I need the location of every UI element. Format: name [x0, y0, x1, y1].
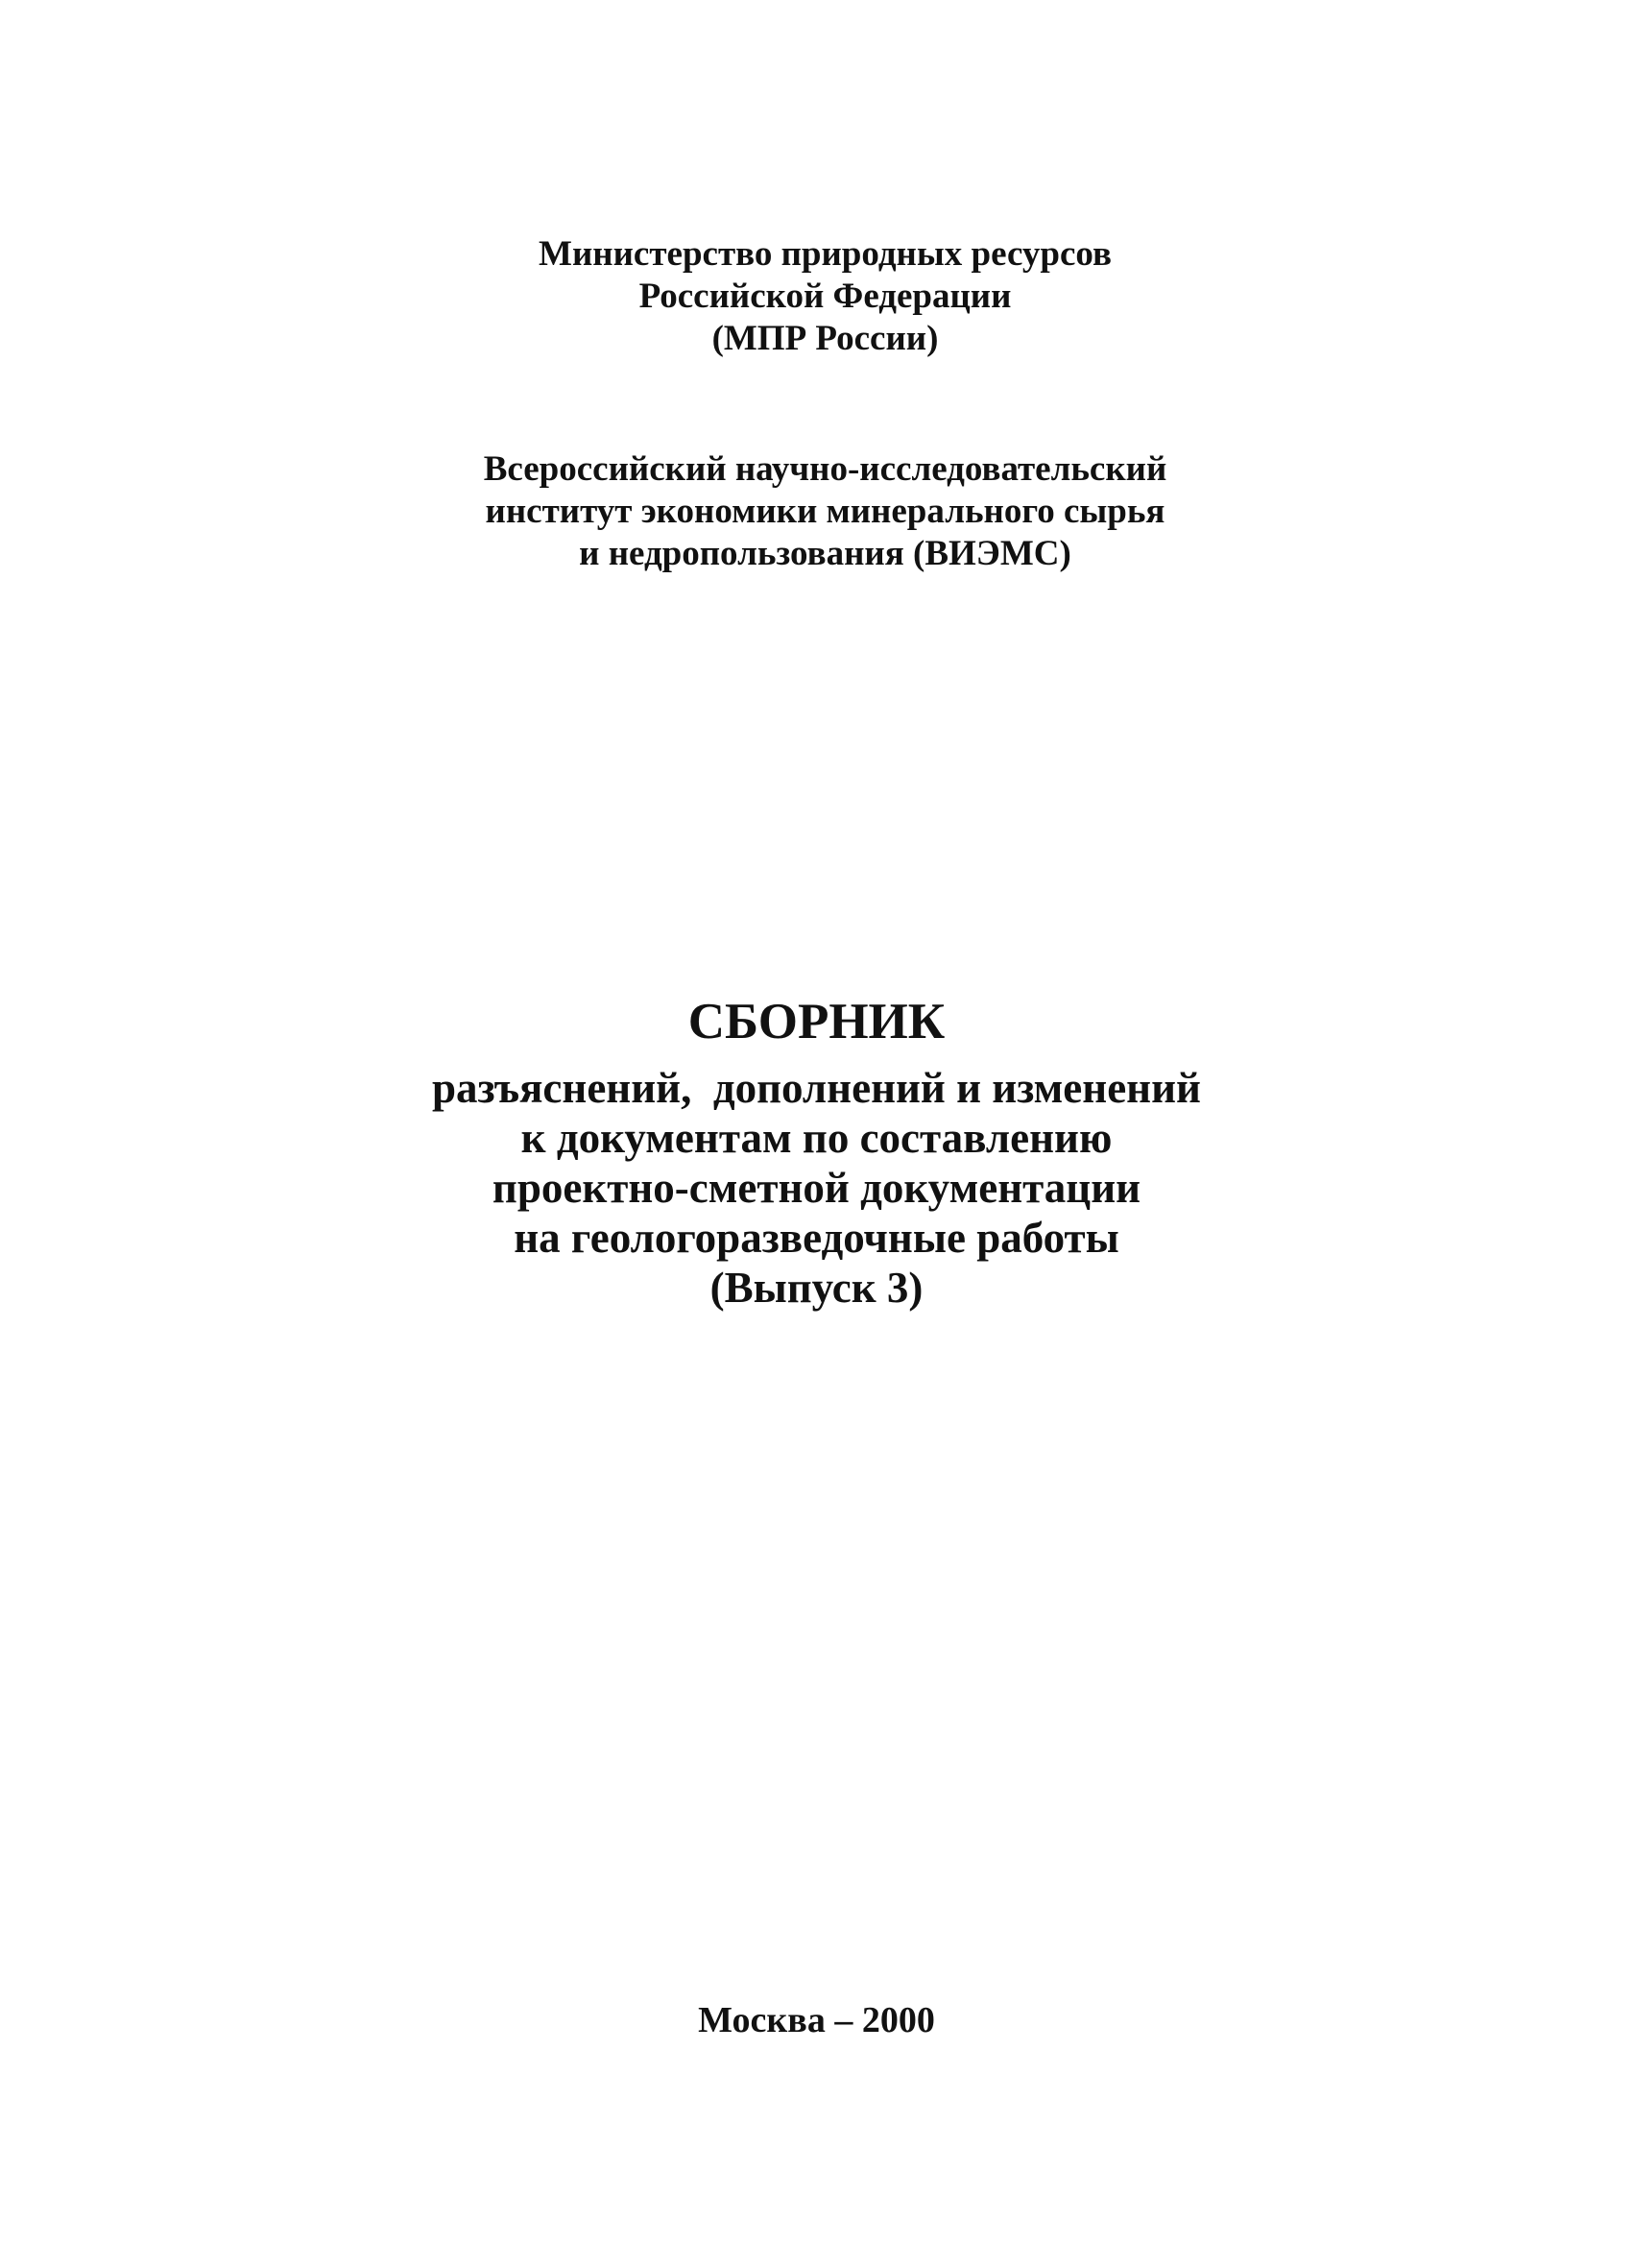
institute-line: институт экономики минерального сырья — [485, 492, 1165, 531]
subtitle-line: к документам по составлению — [520, 1114, 1113, 1162]
institute-heading — [0, 448, 1633, 575]
document-subtitle — [0, 1063, 1633, 1313]
issue-number: (Выпуск 3) — [709, 1264, 924, 1312]
ministry-line: (МПР России) — [711, 319, 939, 358]
ministry-heading — [0, 233, 1633, 360]
subtitle-line: разъяснений, дополнений и изменений — [432, 1064, 1201, 1112]
title-text: СБОРНИК — [687, 994, 946, 1050]
institute-line: Всероссийский научно-исследовательский — [483, 449, 1167, 489]
institute-line: и недропользования (ВИЭМС) — [579, 534, 1071, 573]
document-title — [0, 993, 1633, 1050]
subtitle-line: на геологоразведочные работы — [514, 1214, 1119, 1262]
ministry-line: Российской Федерации — [638, 277, 1012, 316]
imprint — [0, 1999, 1633, 2041]
ministry-line: Министерство природных ресурсов — [539, 234, 1112, 274]
place-and-year: Москва – 2000 — [698, 2000, 935, 2040]
subtitle-line: проектно-сметной документации — [492, 1164, 1141, 1212]
